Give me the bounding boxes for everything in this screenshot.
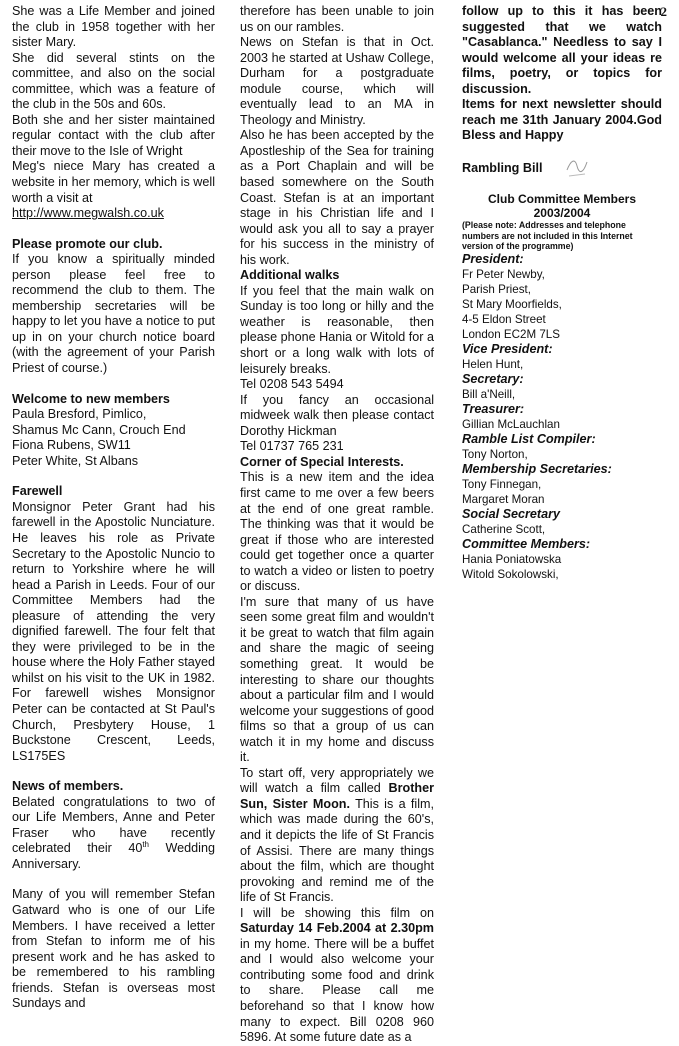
role-title: President: bbox=[462, 251, 524, 266]
paragraph: Meg's niece Mary has created a website in her memory, which is well worth a visit at bbox=[12, 159, 215, 205]
paragraph: Belated congratulations to two of our Life Members, Anne and Peter Fraser who have recently celebrated their 40th Wedding Anniversary. bbox=[12, 794, 215, 871]
role-title: Treasurer: bbox=[462, 401, 525, 416]
news-heading: News of members. bbox=[12, 779, 124, 794]
paragraph: I will be showing this film on Saturday 14 Feb.2004 at 2.30pm in my home. There will be a buffet and I would also welcome your contributing some food and drink to share. Please call me beforehand so that I know how many to expect. Bill 0208 960 5896. At some future date as a bbox=[240, 905, 434, 1045]
page-number: 2 bbox=[660, 4, 667, 19]
member-line: 4-5 Eldon Street bbox=[462, 312, 546, 326]
list-item: Fiona Rubens, SW11 bbox=[12, 438, 131, 453]
role-title: Ramble List Compiler: bbox=[462, 431, 596, 446]
role-title: Committee Members: bbox=[462, 536, 591, 551]
role-block bbox=[462, 372, 662, 402]
role-title: Secretary: bbox=[462, 371, 524, 386]
member-line: Hania Poniatowska bbox=[462, 552, 562, 566]
list-item: Paula Bresford, Pimlico, bbox=[12, 407, 147, 422]
role-title: Vice President: bbox=[462, 341, 553, 356]
note: (Please note: Addresses and telephone numbers are not included in this Internet version of the programme) bbox=[462, 220, 633, 252]
paragraph: This is a new item and the idea first came to me over a few beers at the end of one great ramble. The thinking was that it would be great if those who are interested could get together once a quarter to watch a video or listen to poetry or discuss. bbox=[240, 470, 434, 594]
paragraph: Both she and her sister maintained regular contact with the club after their move to the Isle of Wright bbox=[12, 112, 215, 158]
paragraph: I'm sure that many of us have seen some great film and wouldn't it be great to watch that film again and share the magic of seeing something great. It would be interesting to share our thoughts about a particular film and I would welcome your suggestions of good films so that a group of us can watch it in my home and discuss it. bbox=[240, 594, 434, 765]
column-1 bbox=[12, 4, 215, 1012]
paragraph: She did several stints on the committee, and also on the social committee, which was a feature of the club in the 50s and 60s. bbox=[12, 50, 215, 112]
phone-number: Tel 01737 765 231 bbox=[240, 439, 344, 454]
paragraph: If you know a spiritually minded person please feel free to recommend the club to them. The membership secretaries will be happy to let you have a notice to put up in on your church notice board (with the agreement of your Parish Priest of course.) bbox=[12, 252, 215, 376]
member-line: St Mary Moorfields, bbox=[462, 297, 562, 311]
member-line: Fr Peter Newby, bbox=[462, 267, 545, 281]
paragraph: Monsignor Peter Grant had his farewell in the Apostolic Nunciature. He leaves his role as Private Secretary to the Apostolic Nuncio to return to Yorkshire where he will head a Parish in Leeds. Four of our Committee Members had the pleasure of attending the very dignified farewell. The four felt that they were privileged to be in the house where the Holy Father stayed whilst on his visit to the UK in 1982. For farewell wishes Monsignor Peter can be contacted at St Paul's Church, Presbytery House, 1 Buckstone Crescent, Leeds, LS175ES bbox=[12, 499, 215, 763]
role-block bbox=[462, 252, 662, 342]
role-block bbox=[462, 462, 662, 507]
member-line: Catherine Scott, bbox=[462, 522, 546, 536]
member-line: Helen Hunt, bbox=[462, 357, 524, 371]
paragraph: News on Stefan is that in Oct. 2003 he started at Ushaw College, Durham for a postgraduate module course, which will eventually lead to an MA in Theology and Ministry. bbox=[240, 35, 434, 127]
welcome-heading: Welcome to new members bbox=[12, 391, 170, 406]
newsletter-deadline: Items for next newsletter should reach me 31th January 2004.God Bless and Happy bbox=[462, 97, 662, 143]
member-line: Parish Priest, bbox=[462, 282, 531, 296]
role-title: Membership Secretaries: bbox=[462, 461, 612, 476]
signature-mark bbox=[563, 150, 591, 182]
phone-number: Tel 0208 543 5494 bbox=[240, 377, 344, 392]
paragraph: Many of you will remember Stefan Gatward who is one of our Life Members. I have received a letter from Stefan to inform me of his present work and he has asked to be remembered to his rambling friends. Stefan is overseas most Sundays and bbox=[12, 887, 215, 1011]
signoff: Rambling Bill bbox=[462, 160, 543, 175]
member-line: Margaret Moran bbox=[462, 492, 545, 506]
paragraph: She was a Life Member and joined the club in 1958 together with her sister Mary. bbox=[12, 4, 215, 50]
paragraph: If you feel that the main walk on Sunday is too long or hilly and the weather is reasonable, then please phone Hania or Witold for a short or a long walk with lots of leisurely breaks. bbox=[240, 283, 434, 376]
member-line: Witold Sokolowski, bbox=[462, 567, 559, 581]
role-block bbox=[462, 402, 662, 432]
paragraph: To start off, very appropriately we will watch a film called Brother Sun, Sister Moon. This is a film, which was made during the 60's, and it depicts the life of St Francis of Assisi. There are many things about the film, which are thought provoking and remind me of the life of St Francis. bbox=[240, 765, 434, 905]
paragraph: therefore has been unable to join us on our rambles. bbox=[240, 4, 434, 34]
column-3 bbox=[462, 4, 662, 582]
film-title: Brother Sun, Sister Moon. bbox=[240, 781, 434, 811]
list-item: Peter White, St Albans bbox=[12, 453, 138, 468]
role-block bbox=[462, 432, 662, 462]
member-line: Tony Finnegan, bbox=[462, 477, 542, 491]
farewell-heading: Farewell bbox=[12, 484, 63, 499]
paragraph: follow up to this it has been suggested that we watch "Casablanca." Needless to say I would welcome all your ideas re films, poetry, or topics for discussion. bbox=[462, 4, 662, 96]
role-block bbox=[462, 342, 662, 372]
event-date: Saturday 14 Feb.2004 at 2.30pm bbox=[240, 921, 434, 936]
paragraph: Also he has been accepted by the Apostleship of the Sea for training as a Port Chaplain and will be based somewhere on the South Coast. Stefan is at an important stage in his Christian life and I would ask you all to say a prayer for his success in the ministry of his work. bbox=[240, 128, 434, 267]
role-block bbox=[462, 507, 662, 537]
member-line: Gillian McLauchlan bbox=[462, 417, 560, 431]
website-link[interactable]: http://www.megwalsh.co.uk bbox=[12, 206, 164, 221]
role-title: Social Secretary bbox=[462, 506, 561, 521]
role-block bbox=[462, 537, 662, 582]
committee-title: Club Committee Members 2003/2004 bbox=[487, 192, 637, 221]
member-line: Bill a'Neill, bbox=[462, 387, 516, 401]
member-line: Tony Norton, bbox=[462, 447, 528, 461]
list-item: Shamus Mc Cann, Crouch End bbox=[12, 422, 186, 437]
promote-heading: Please promote our club. bbox=[12, 236, 163, 251]
paragraph: If you fancy an occasional midweek walk then please contact Dorothy Hickman bbox=[240, 392, 434, 438]
member-line: London EC2M 7LS bbox=[462, 327, 560, 341]
column-2 bbox=[240, 4, 434, 1046]
walks-heading: Additional walks bbox=[240, 268, 340, 283]
corner-heading: Corner of Special Interests. bbox=[240, 454, 404, 469]
